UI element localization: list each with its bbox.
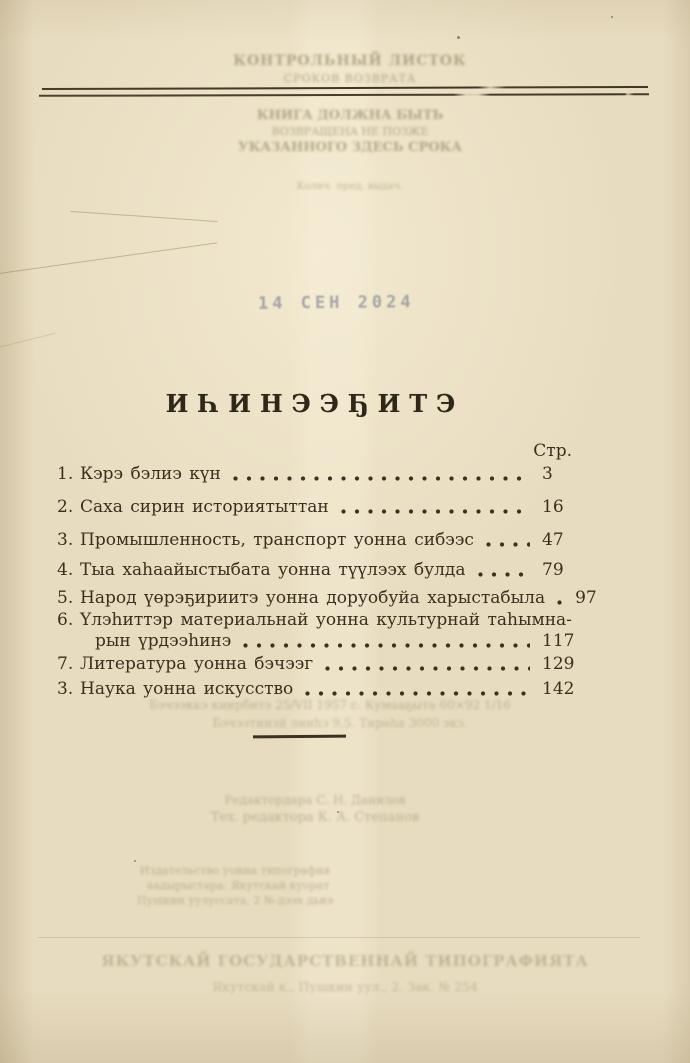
toc-entry: [57, 497, 592, 518]
showthrough-line: Бэчээтинэй лииһэ 9,5. Тираһа 3000 экз.: [212, 716, 468, 730]
entry-page: 129: [542, 654, 575, 674]
dot-leader: [486, 542, 530, 547]
entry-title: Кэрэ бэлиэ күн: [80, 464, 221, 484]
toc-entry: [57, 588, 597, 609]
showthrough-line: УКАЗАННОГО ЗДЕСЬ СРОКА: [238, 140, 462, 155]
showthrough-line: ЯКУТСКАЙ ГОСУДАРСТВЕННАЙ ТИПОГРАФИЯТА: [101, 952, 589, 970]
entry-page: 142: [542, 679, 575, 699]
toc-entry: [57, 679, 592, 700]
entry-page: 117: [542, 631, 575, 651]
entry-page: 16: [542, 497, 564, 517]
entry-title: Наука уонна искусство: [80, 679, 294, 699]
showthrough-line: ВОЗВРАЩЕНА НЕ ПОЗЖЕ: [271, 125, 429, 138]
entry-number: 2.: [57, 497, 74, 517]
entry-title-line2: рын үрдээһинэ: [95, 631, 232, 651]
page-title: ИҺИНЭЭҔИТЭ: [165, 389, 465, 418]
entry-title: Народ үөрэҕириитэ уонна доруобуйа харыстабыла: [80, 588, 546, 608]
toc-entry: [57, 560, 592, 581]
showthrough-line: КНИГА ДОЛЖНА БЫТЬ: [256, 108, 444, 123]
showthrough-line: аадырыстара: Якутскай куорат: [146, 879, 330, 892]
toc-entry: [57, 464, 592, 485]
entry-title: Үлэһиттэр материальнай уонна культурнай таһымна-: [80, 610, 572, 630]
entry-number: 7.: [57, 654, 74, 674]
showthrough-line: Издательство уонна типография: [139, 864, 331, 877]
entry-title: Саха сирин историятыттан: [80, 497, 329, 517]
showthrough-line: Колич. пред. выдач.: [296, 181, 404, 192]
entry-number: 4.: [57, 560, 74, 580]
toc-entry: [57, 654, 592, 675]
showthrough-line: Пушкин уулуссата, 2 №-дээх дьиэ: [137, 894, 333, 907]
showthrough-line: Якутскай к., Пушкин уул., 2. Зак. № 254: [212, 979, 478, 994]
entry-title: Тыа хаһаайыстыбата уонна түүлээх булда: [80, 560, 466, 580]
page-column-header: Стр.: [533, 441, 572, 461]
ink-speck: [457, 36, 460, 39]
library-date-stamp: 14 СЕН 2024: [257, 292, 415, 314]
entry-page: 3: [542, 464, 553, 484]
toc-entry: [57, 610, 592, 631]
paper-crease: [0, 333, 55, 348]
entry-title: Промышленность, транспорт уонна сибээс: [80, 530, 474, 550]
end-rule: [253, 735, 346, 738]
entry-number: 1.: [57, 464, 74, 484]
double-rule-bottom: [39, 93, 649, 97]
dot-leader: [478, 572, 530, 577]
entry-page: 47: [542, 530, 564, 550]
entry-page: 97: [575, 588, 597, 608]
ink-speck: [134, 860, 136, 862]
toc-entry-continuation: [57, 631, 592, 652]
toc-entry: [57, 530, 592, 551]
dot-leader: [305, 691, 530, 696]
showthrough-line: Бэчээккэ киирбитэ 25/VII 1957 с. Кумааҕыта 60×92 1/16: [149, 698, 511, 712]
dot-leader: [557, 600, 563, 605]
table-of-contents: [57, 464, 597, 700]
double-rule-top: [42, 86, 648, 91]
ink-speck: [611, 16, 613, 18]
dot-leader: [325, 666, 530, 671]
showthrough-line: СРОКОВ ВОЗВРАТА: [283, 72, 417, 85]
paper-crease: [70, 211, 218, 222]
paper-crease: [0, 242, 217, 274]
entry-title: Литература уонна бэчээг: [80, 654, 314, 674]
showthrough-line: Тех. редактора К. А. Степанов: [210, 810, 420, 825]
showthrough-hairline: [38, 937, 640, 938]
entry-page: 79: [542, 560, 564, 580]
entry-number: 3.: [57, 679, 74, 699]
entry-number: 5.: [57, 588, 74, 608]
entry-number: 6.: [57, 610, 74, 630]
showthrough-line: КОНТРОЛЬНЫЙ ЛИСТОК: [233, 53, 467, 69]
dot-leader: [243, 643, 530, 648]
entry-number: 3.: [57, 530, 74, 550]
dot-leader: [233, 476, 530, 481]
dot-leader: [341, 509, 530, 514]
showthrough-line: Редактордара С. Н. Данилов: [224, 793, 406, 807]
